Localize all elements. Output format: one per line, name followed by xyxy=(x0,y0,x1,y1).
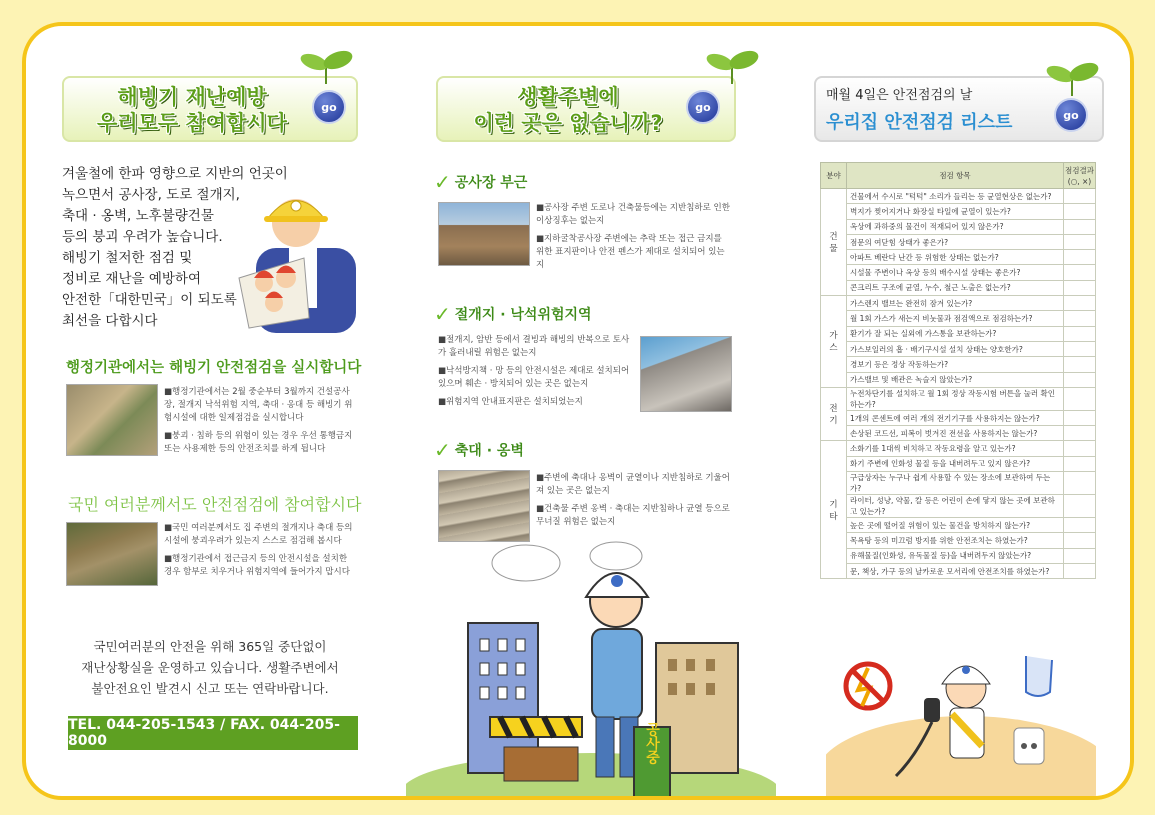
retaining-wall-photo xyxy=(66,522,158,586)
checklist-item: 구급상자는 누구나 쉽게 사용할 수 있는 장소에 보관하여 두는가? xyxy=(847,472,1064,495)
section-item: ■위험지역 안내표지판은 설치되었는지 xyxy=(438,397,583,407)
checklist-result-cell[interactable] xyxy=(1064,426,1096,441)
checklist-item: 시설물 주변이나 옥상 등의 배수시설 상태는 좋은가? xyxy=(847,265,1064,280)
checklist-item: 점문의 여닫힘 상태가 좋은가? xyxy=(847,234,1064,249)
checklist-result-cell[interactable] xyxy=(1064,548,1096,563)
checklist-row xyxy=(821,234,1096,249)
checklist-result-cell[interactable] xyxy=(1064,265,1096,280)
checklist-item: 옥상에 과하중의 물건이 적재되어 있지 않은가? xyxy=(847,219,1064,234)
section-item: ■주변에 축대나 옹벽이 균열이나 지반침하로 기울어져 있는 곳은 없는지 xyxy=(536,473,730,496)
checklist-category: 가 스 xyxy=(821,296,847,388)
checklist-category: 건 물 xyxy=(821,189,847,296)
checklist-result-cell[interactable] xyxy=(1064,219,1096,234)
contact-bar: TEL. 044-205-1543 / FAX. 044-205-8000 xyxy=(68,716,358,750)
checklist-item: 문, 책상, 가구 등의 날카로운 모서리에 안전조치를 하였는가? xyxy=(847,563,1064,578)
checklist-item: 월 1회 가스가 새는지 비눗물과 점검액으로 점검하는가? xyxy=(847,311,1064,326)
checklist-row xyxy=(821,563,1096,578)
checklist-item: 경보기 등은 정상 작동하는가? xyxy=(847,357,1064,372)
section-construction-title xyxy=(434,170,527,194)
checklist-result-cell[interactable] xyxy=(1064,326,1096,341)
checklist-row xyxy=(821,456,1096,471)
section-item: ■건축물 주변 옹벽 · 축대는 지반침하나 균열 등으로 무너질 위험은 없는지 xyxy=(536,504,730,527)
section-cutslope-items xyxy=(438,334,634,414)
checklist-row xyxy=(821,472,1096,495)
checklist-row xyxy=(821,326,1096,341)
checklist-item: 1개의 콘센트에 여러 개의 전기기구를 사용하지는 않는가? xyxy=(847,410,1064,425)
checklist-row xyxy=(821,357,1096,372)
check-icon: ✓ xyxy=(434,438,451,462)
checklist-result-cell[interactable] xyxy=(1064,495,1096,518)
checklist-item: 가스밸브 및 배관은 녹슬지 않았는가? xyxy=(847,372,1064,387)
checklist-row xyxy=(821,410,1096,425)
panel1-notice: 국민여러분의 안전을 위해 365일 중단없이 재난상황실을 운영하고 있습니다. 생활주변에서 불안전요인 발견시 신고 또는 연락바랍니다. xyxy=(81,639,339,696)
checklist-item: 목욕탕 등의 미끄럼 방지를 위한 안전조치는 하였는가? xyxy=(847,533,1064,548)
sprout-icon xyxy=(296,46,356,86)
checklist-item: 아파트 베란다 난간 등 위험한 상태는 없는가? xyxy=(847,250,1064,265)
checklist-item: 손상된 코드선, 피복이 벗겨진 전선을 사용하지는 않는가? xyxy=(847,426,1064,441)
checklist-row xyxy=(821,265,1096,280)
checklist-item: 환기가 잘 되는 실외에 가스통을 보관하는가? xyxy=(847,326,1064,341)
electric-safety-illustration xyxy=(826,636,1096,796)
panel2-banner-title: 생활주변에 이런 곳은 없습니까? xyxy=(473,85,663,135)
checklist-row xyxy=(821,280,1096,295)
checklist-category: 전 기 xyxy=(821,387,847,441)
checklist-result-cell[interactable] xyxy=(1064,563,1096,578)
worker-family-illustration xyxy=(234,178,369,338)
cliff-photo xyxy=(66,384,158,456)
citizen-items xyxy=(164,522,356,584)
checklist-item: 소화기를 1대씩 비치하고 작동요령을 알고 있는가? xyxy=(847,441,1064,456)
safety-checklist-table xyxy=(820,162,1096,579)
checklist-row xyxy=(821,533,1096,548)
section-title-text: 절개지 · 낙석위험지역 xyxy=(454,307,592,323)
checklist-item: 가스렌지 밸브는 완전히 잠겨 있는가? xyxy=(847,296,1064,311)
brochure-frame xyxy=(22,22,1134,800)
section-item: ■지하굴착공사장 주변에는 추락 또는 접근 금지를 위한 표지판이나 안전 펜스가 제대로 설치되어 있는지 xyxy=(536,234,725,270)
checklist-result-cell[interactable] xyxy=(1064,189,1096,204)
checklist-result-cell[interactable] xyxy=(1064,311,1096,326)
gov-item: ■붕괴 · 침하 등의 위험이 있는 경우 우선 통행금지 또는 사용제한 등의 안전조치를 하게 됩니다 xyxy=(164,431,353,454)
checklist-result-cell[interactable] xyxy=(1064,410,1096,425)
checklist-result-cell[interactable] xyxy=(1064,234,1096,249)
checklist-row xyxy=(821,189,1096,204)
sign-text: 공사중 xyxy=(644,722,660,764)
checklist-item: 건물에서 수시로 "턱턱" 소리가 들리는 등 균열현상은 없는가? xyxy=(847,189,1064,204)
citizen-item: ■국민 여러분께서도 집 주변의 절개지나 축대 등의 시설에 붕괴우려가 있는지 스스로 점검해 봅시다 xyxy=(164,523,353,546)
col-result: 점검결과 (○, ×) xyxy=(1064,163,1096,189)
section-item: ■낙석방지책 · 망 등의 안전시설은 제대로 설치되어 있으며 훼손 · 방치되어 있는 곳은 없는지 xyxy=(438,366,630,389)
checklist-item: 라이터, 성냥, 약물, 칼 등은 어린이 손에 닿지 않는 곳에 보관하고 있는가? xyxy=(847,495,1064,518)
gov-heading: 행정기관에서는 해빙기 안전점검을 실시합니다 xyxy=(66,360,362,376)
checklist-category: 기 타 xyxy=(821,441,847,579)
construction-worker-illustration xyxy=(406,531,776,800)
checklist-row xyxy=(821,495,1096,518)
citizen-heading: 국민 여러분께서도 안전점검에 참여합시다 xyxy=(68,495,362,514)
section-item: ■절개지, 암반 등에서 결빙과 해빙의 반복으로 토사가 흘러내릴 위험은 없는지 xyxy=(438,335,630,358)
checklist-result-cell[interactable] xyxy=(1064,280,1096,295)
checklist-row xyxy=(821,204,1096,219)
go-icon: go xyxy=(312,90,346,124)
checklist-result-cell[interactable] xyxy=(1064,518,1096,533)
checklist-result-cell[interactable] xyxy=(1064,533,1096,548)
checklist-row xyxy=(821,250,1096,265)
panel1-banner-title: 해빙기 재난예방 우리모두 참여합시다 xyxy=(97,85,287,135)
panel2-banner xyxy=(436,76,736,142)
checklist-row xyxy=(821,341,1096,356)
section-wall-title xyxy=(434,438,524,462)
checklist-item: 콘크리트 구조에 균열, 누수, 철근 노출은 없는가? xyxy=(847,280,1064,295)
checklist-row xyxy=(821,426,1096,441)
checklist-row xyxy=(821,518,1096,533)
checklist-row xyxy=(821,219,1096,234)
checklist-row xyxy=(821,311,1096,326)
construction-photo xyxy=(438,202,530,266)
checklist-item: 화기 주변에 인화성 물질 등을 내버려두고 있지 않은가? xyxy=(847,456,1064,471)
checklist-result-cell[interactable] xyxy=(1064,456,1096,471)
go-icon: go xyxy=(686,90,720,124)
gov-items xyxy=(164,386,356,461)
checklist-result-cell[interactable] xyxy=(1064,341,1096,356)
rockfall-net-photo xyxy=(640,336,732,412)
checklist-item: 가스보일러의 흡 · 배기구시설 설치 상태는 양호한가? xyxy=(847,341,1064,356)
check-icon: ✓ xyxy=(434,170,451,194)
checklist-row xyxy=(821,548,1096,563)
section-construction-items xyxy=(536,202,732,277)
checklist-result-cell[interactable] xyxy=(1064,387,1096,410)
checklist-row xyxy=(821,387,1096,410)
checklist-item: 유해물질(인화성, 유독물질 등)을 내버려두지 않았는가? xyxy=(847,548,1064,563)
col-category: 분야 xyxy=(821,163,847,189)
checklist-row xyxy=(821,296,1096,311)
checklist-result-cell[interactable] xyxy=(1064,372,1096,387)
gov-item: ■행정기관에서는 2월 중순부터 3월까지 건설공사장, 절개지 낙석위험 지역, 축대 · 옹대 등 해빙기 위험시설에 대한 일제점검을 실시합니다 xyxy=(164,387,353,423)
checklist-result-cell[interactable] xyxy=(1064,441,1096,456)
checklist-result-cell[interactable] xyxy=(1064,204,1096,219)
check-icon: ✓ xyxy=(434,302,451,326)
section-item: ■공사장 주변 도로나 건축물등에는 지반침하로 인한 이상징후는 없는지 xyxy=(536,203,730,226)
checklist-item: 높은 곳에 떨어질 위험이 있는 물건을 방치하지 않는가? xyxy=(847,518,1064,533)
checklist-result-cell[interactable] xyxy=(1064,472,1096,495)
checklist-result-cell[interactable] xyxy=(1064,250,1096,265)
go-icon: go xyxy=(1054,98,1088,132)
checklist-result-cell[interactable] xyxy=(1064,296,1096,311)
section-wall-items xyxy=(536,472,732,534)
citizen-item: ■행정기관에서 접근금지 등의 안전시설을 설치한 경우 함부로 치우거나 위험지역에 들어가지 맙시다 xyxy=(164,554,350,577)
section-title-text: 축대 · 옹벽 xyxy=(454,443,524,459)
panel1-intro: 겨울철에 한파 영향으로 지반의 언곳이 녹으면서 공사장, 도로 절개지, 축대 · 옹벽, 노후불량건물 등의 붕괴 우려가 높습니다. 해빙기 철저한 점검 및 정비로 재난을 예방하여 안전한「대한민국」이 되도록 최선을 다합시다 xyxy=(62,166,288,329)
checklist-item: 누전차단기를 설치하고 월 1회 정상 작동시험 버튼을 눌러 확인하는가? xyxy=(847,387,1064,410)
section-title-text: 공사장 부근 xyxy=(454,175,528,191)
sprout-icon xyxy=(702,46,762,86)
panel3-banner-sub: 매월 4일은 안전점검의 날 xyxy=(826,88,973,103)
section-cutslope-title xyxy=(434,302,592,326)
col-item: 점검 항목 xyxy=(847,163,1064,189)
checklist-result-cell[interactable] xyxy=(1064,357,1096,372)
sprout-icon xyxy=(1042,58,1102,98)
checklist-row xyxy=(821,441,1096,456)
checklist-item: 벽지가 찢어지거나 화장실 타일에 균열이 있는가? xyxy=(847,204,1064,219)
checklist-row xyxy=(821,372,1096,387)
panel3-banner-title: 우리집 안전점검 리스트 xyxy=(826,112,1013,133)
